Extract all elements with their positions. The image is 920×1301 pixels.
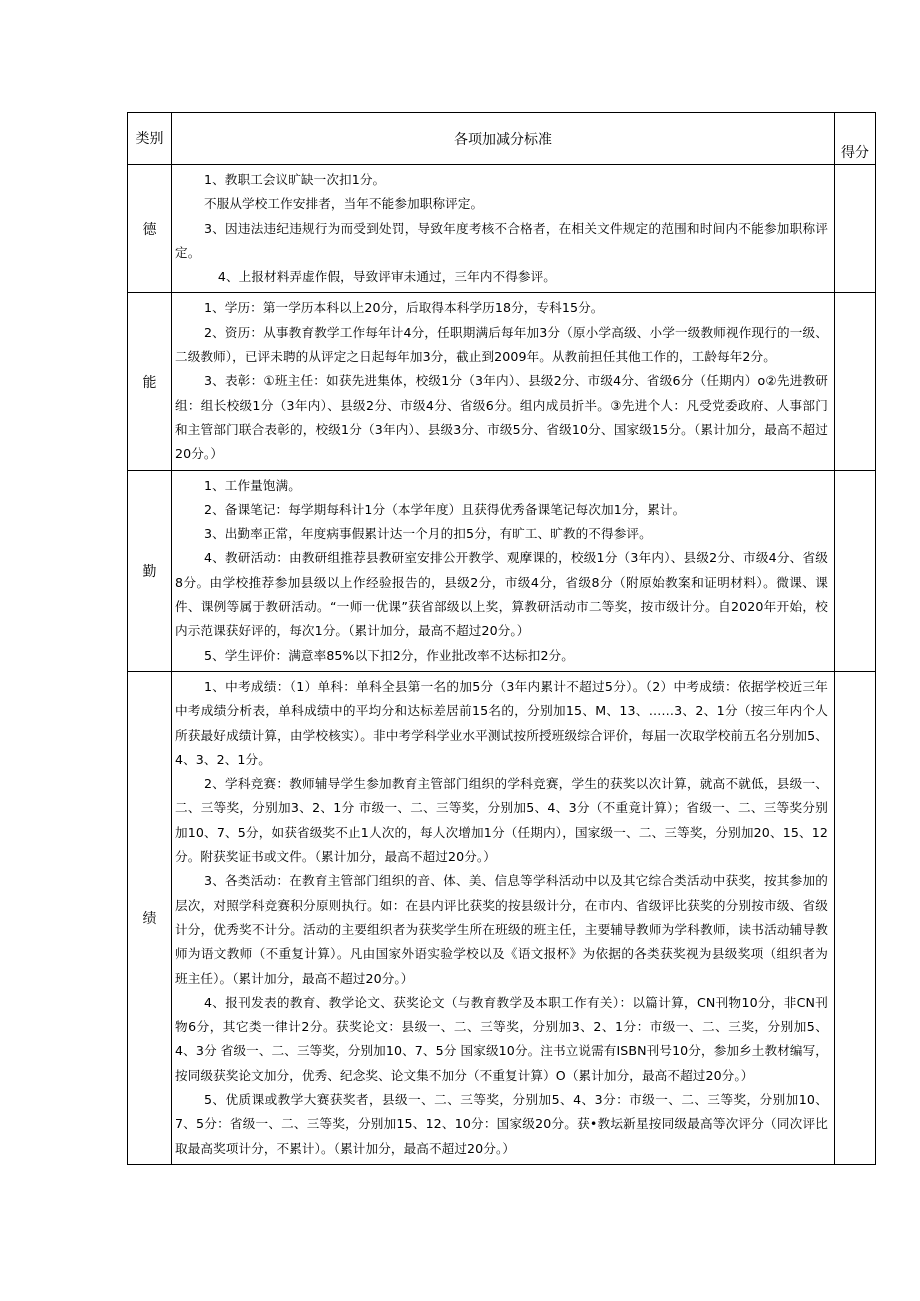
criteria-cell — [172, 470, 835, 671]
criteria-paragraph: 3、因违法违纪违规行为而受到处罚，导致年度考核不合格者，在相关文件规定的范围和时间内不能参加职称评定。 — [175, 220, 828, 260]
section-row-de — [128, 165, 876, 293]
criteria-paragraph: 4、报刊发表的教育、教学论文、获奖论文（与教育教学及本职工作有关）：以篇计算，CN刊物10分，非CN刊物6分，其它类一律计2分。获奖论文：县级一、二、三等奖，分别加3、2、1分：市级一、二、三奖，分别加5、4、3分 省级一、二、三等奖，分别加10、7、5分 国家级10分。注书立说需有ISBN刊号10分，参加乡土教材编写，按同级获奖论文加分，优秀、纪念奖、论文集不加分（不重复计算）O（累计加分，最高不超过20分。） — [175, 994, 828, 1083]
criteria-paragraph: 2、备课笔记：每学期每科计1分（本学年度）且获得优秀备课笔记每次加1分，累计。 — [203, 501, 686, 517]
criteria-paragraph: 3、各类活动：在教育主管部门组织的音、体、美、信息等学科活动中以及其它综合类活动中获奖，按其参加的层次，对照学科竞赛积分原则执行。如：在县内评比获奖的按县级计分，在市内、省级评比获奖的分别按市级、省级计分，优秀奖不计分。活动的主要组织者为获奖学生所在班级的班主任，主要辅导教师为学科教师，读书活动辅导教师为语文教师（不重复计算）。凡由国家外语实验学校以及《语文报杯》为依据的各类获奖视为县级奖项（组织者为班主任）。（累计加分，最高不超过20分。） — [175, 873, 828, 986]
criteria-paragraph: 1、学历：第一学历本科以上20分，后取得本科学历18分，专科15分。 — [203, 300, 604, 316]
criteria-cell — [172, 165, 835, 293]
criteria-paragraph: 不服从学校工作安排者，当年不能参加职称评定。 — [203, 196, 484, 212]
criteria-paragraph: 5、优质课或教学大赛获奖者，县级一、二、三等奖，分别加5、4、3分：市级一、二、三等奖，分别加10、7、5分：省级一、二、三等奖，分别加15、12、10分：国家级20分。获•教坛新星按同级最高等次评分（同次评比取最高奖项计分，不累计）。（累计加分，最高不超过20分。） — [175, 1091, 828, 1156]
criteria-paragraph: 1、中考成绩：（1）单科：单科全县第一名的加5分（3年内累计不超过5分）。（2）中考成绩：依据学校近三年中考成绩分析表，单科成绩中的平均分和达标差居前15名的，分别加15、M、13、……3、2、1分（按三年内个人所获最好成绩计算，由学校核实）。非中考学科学业水平测试按所授班级综合评价，每届一次取学校前五名分别加5、4、3、2、1分。 — [175, 678, 828, 767]
criteria-paragraph: 3、出勤率正常，年度病事假累计达一个月的扣5分，有旷工、旷教的不得参评。 — [203, 526, 652, 542]
evaluation-table — [127, 112, 876, 1165]
section-row-qin — [128, 470, 876, 671]
section-row-neng — [128, 293, 876, 470]
score-cell[interactable] — [835, 470, 876, 671]
criteria-paragraph: 4、上报材料弄虚作假，导致评审未通过，三年内不得参评。 — [217, 269, 556, 285]
category-header: 类别 — [128, 113, 172, 165]
criteria-paragraph: 1、教职工会议旷缺一次扣1分。 — [203, 172, 386, 187]
score-cell[interactable] — [835, 293, 876, 470]
criteria-paragraph: 4、教研活动：由教研组推荐县教研室安排公开教学、观摩课的，校级1分（3年内）、县级2分、市级4分、省级8分。由学校推荐参加县级以上作经验报告的，县级2分，市级4分，省级8分（附原始教案和证明材料）。微课、课件、课例等属于教研活动。“一师一优课”获省部级以上奖，算教研活动市二等奖，按市级计分。自2020年开始，校内示范课获好评的，每次1分。（累计加分，最高不超过20分。） — [175, 550, 828, 639]
criteria-cell — [172, 671, 835, 1164]
standard-header: 各项加减分标准 — [172, 113, 835, 165]
category-cell: 德 — [128, 165, 172, 293]
criteria-cell — [172, 293, 835, 470]
category-cell: 勤 — [128, 470, 172, 671]
category-cell: 能 — [128, 293, 172, 470]
criteria-paragraph: 2、资历：从事教育教学工作每年计4分，任职期满后每年加3分（原小学高级、小学一级教师视作现行的一级、二级教师），已评未聘的从评定之日起每年加3分，截止到2009年。从教前担任其他工作的，工龄每年2分。 — [175, 324, 828, 365]
section-row-ji — [128, 671, 876, 1164]
criteria-paragraph: 1、工作量饱满。 — [203, 477, 301, 493]
header-row — [128, 113, 876, 165]
criteria-paragraph: 2、学科竞赛：教师辅导学生参加教育主管部门组织的学科竞赛，学生的获奖以次计算，就高不就低，县级一、二、三等奖，分别加3、2、1分 市级一、二、三等奖，分别加5、4、3分（不重竟计算）；省级一、二、三等奖分别加10、7、5分，如获省级奖不止1人次的，每人次增加1分（任期内），国家级一、二、三等奖，分别加20、15、12分。附获奖证书或文件。（累计加分，最高不超过20分。） — [175, 776, 828, 865]
criteria-paragraph: 5、学生评价：满意率85%以下扣2分，作业批改率不达标扣2分。 — [203, 647, 574, 663]
score-header: 得分 — [835, 113, 876, 165]
score-cell[interactable] — [835, 671, 876, 1164]
criteria-paragraph: 3、表彰：①班主任：如获先进集体，校级1分（3年内）、县级2分、市级4分、省级6分（任期内）o②先进教研组：组长校级1分（3年内）、县级2分、市级4分、省级6分。组内成员折半。③先进个人：凡受党委政府、人事部门和主管部门联合表彰的，校级1分（3年内）、县级3分、市级5分、省级10分、国家级15分。（累计加分，最高不超过20分。） — [175, 373, 828, 462]
score-cell[interactable] — [835, 165, 876, 293]
category-cell: 绩 — [128, 671, 172, 1164]
